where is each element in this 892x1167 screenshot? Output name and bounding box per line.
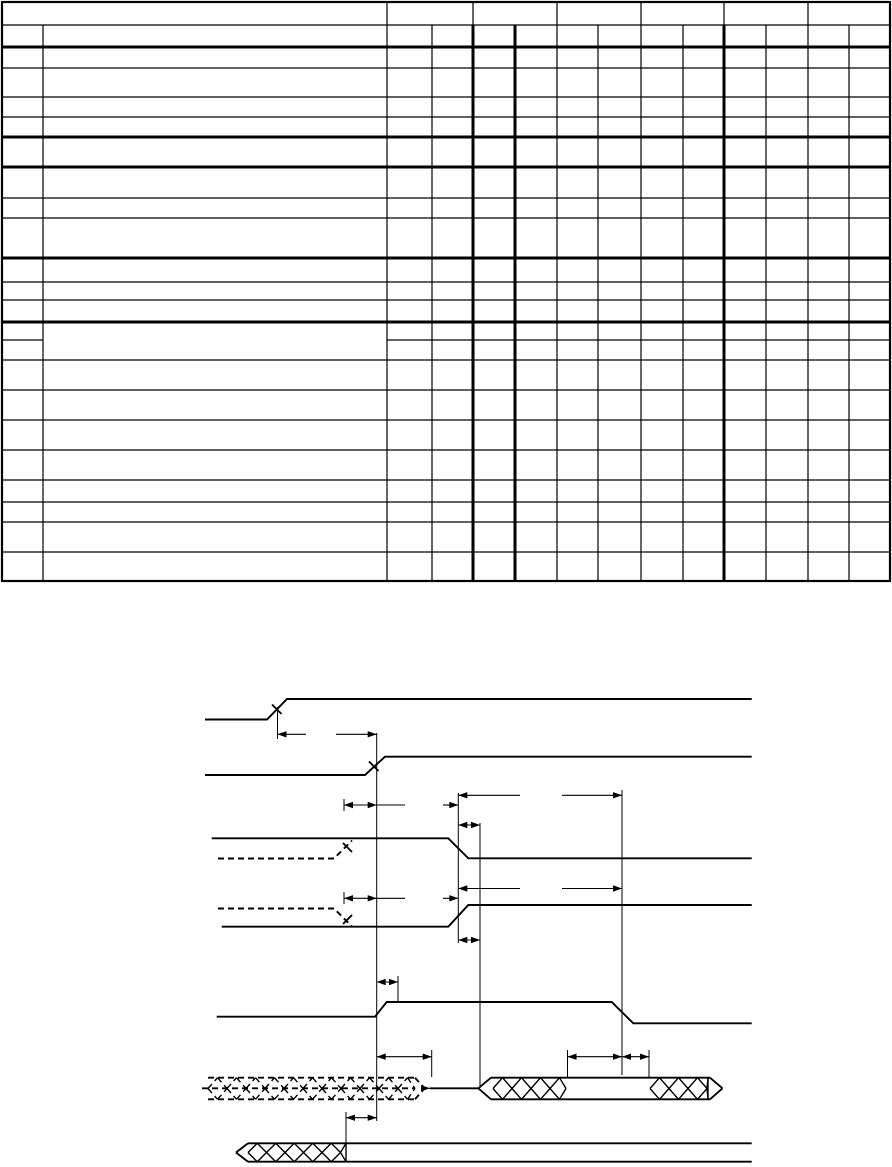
- bus-dq-hatch-dashed: [303, 1089, 313, 1100]
- dim-small-lower-a-arrowhead: [344, 895, 353, 901]
- waveform-5: [217, 1002, 752, 1023]
- bus2-hatch: [257, 1153, 266, 1162]
- bus-dq-hatch-dashed: [284, 1089, 294, 1100]
- bus2-hatch: [285, 1153, 294, 1162]
- bus2-hatch: [248, 1143, 257, 1152]
- bus-dq-hatch-dashed: [246, 1089, 256, 1100]
- bus-dq-close-b: [710, 1088, 723, 1099]
- bus-dq-close-dash-b: [415, 1088, 425, 1099]
- bus-dq-hatch-dashed: [265, 1089, 275, 1100]
- dim-bus-b-arrowhead: [568, 1054, 577, 1060]
- bus2-hatch: [313, 1153, 322, 1162]
- bus-dq-hatch-2: [660, 1089, 670, 1100]
- bus2-hatch: [285, 1143, 294, 1152]
- bus-dq-hatch-dashed: [322, 1078, 332, 1089]
- bus-dq-hatch-2: [669, 1089, 679, 1100]
- dim-hz-lower-arrowhead: [458, 937, 467, 943]
- bus-dq-hatch-1: [541, 1078, 551, 1089]
- bus-dq-hatch-dashed: [370, 1089, 380, 1100]
- dim-small-upper-a-arrowhead: [344, 802, 353, 808]
- bus-dq-hatch-dashed: [379, 1078, 389, 1089]
- bus-dq-hatch-dashed: [408, 1078, 416, 1089]
- table-outer-border: [2, 2, 890, 581]
- bus-dq-hatch-2: [698, 1089, 708, 1100]
- dim-long-lower-arrowhead: [613, 885, 622, 891]
- dim-long-lower-arrowhead: [458, 885, 467, 891]
- dim-bus-c-arrowhead: [622, 1054, 631, 1060]
- bus-dq-close-a: [710, 1078, 723, 1089]
- bus2-hatch: [267, 1153, 276, 1162]
- bus-dq-hatch-dashed: [341, 1089, 351, 1100]
- dim-hz-upper-arrowhead: [458, 822, 467, 828]
- bus-dq-hatch-dashed: [218, 1078, 228, 1089]
- bus-dq-hatch-1: [512, 1078, 522, 1089]
- dim-small-lower-a-arrowhead: [368, 895, 377, 901]
- bus2-open-a: [236, 1143, 248, 1152]
- dim-long-upper-arrowhead: [613, 792, 622, 798]
- bus-dq-hatch-2: [679, 1089, 689, 1100]
- bus2-hatch: [267, 1143, 276, 1152]
- dim-bus-b-arrowhead: [613, 1054, 622, 1060]
- dim-hz-lower-arrowhead: [471, 937, 480, 943]
- bus-dq-hatch-dashed: [398, 1089, 408, 1100]
- bus-dq-hatch-1: [541, 1089, 551, 1100]
- bus-dq-hatch-dashed: [389, 1089, 399, 1100]
- dim-small-lower-b-arrowhead: [449, 895, 458, 901]
- waveform-3: [212, 838, 752, 858]
- bus-dq-hatch-dashed: [351, 1078, 361, 1089]
- bus-dq-hatch-dashed: [227, 1089, 237, 1100]
- bus2-hatch: [294, 1143, 303, 1152]
- bus2-open-b: [236, 1153, 248, 1162]
- dim-cycle-arrowhead: [368, 731, 377, 737]
- bus-dq-hatch-1: [503, 1089, 513, 1100]
- bus-dq-hatch-1: [522, 1078, 532, 1089]
- bus-dq-hatch-dashed: [398, 1078, 408, 1089]
- bus-dq-hatch-1: [512, 1089, 522, 1100]
- bus-dq-hatch-dashed: [256, 1089, 266, 1100]
- bus-dq-hatch-dashed: [208, 1089, 218, 1100]
- bus-dq-hatch-dashed: [332, 1078, 342, 1089]
- bus-dq-hatch-1: [503, 1078, 513, 1089]
- bus-dq-hatch-1: [550, 1089, 560, 1100]
- bus-dq-hatch-dashed: [237, 1078, 247, 1089]
- bus-dq-hatch-1: [560, 1078, 567, 1089]
- bus-dq-hatch-2: [650, 1078, 660, 1089]
- dim-s5-rise-arrowhead: [389, 979, 398, 985]
- waveform-4-dashed: [218, 909, 352, 927]
- bus-dq-hatch-2: [688, 1078, 698, 1089]
- bus-dq-hatch-dashed: [313, 1089, 323, 1100]
- bus2-hatch: [304, 1153, 313, 1162]
- dim-s5-rise-arrowhead: [377, 979, 386, 985]
- bus-dq-hatch-dashed: [360, 1089, 370, 1100]
- bus-dq-hatch-2: [669, 1078, 679, 1089]
- bus-dq-hatch-dashed: [332, 1089, 342, 1100]
- bus2-hatch: [276, 1143, 285, 1152]
- bus-dq-hatch-1: [493, 1078, 503, 1089]
- timing-diagram: [202, 699, 752, 1162]
- bus-dq-hatch-1: [493, 1089, 503, 1100]
- bus-dq-hatch-2: [698, 1078, 708, 1089]
- bus-dq-hatch-1: [522, 1089, 532, 1100]
- bus2-hatch: [322, 1143, 331, 1152]
- bus-dq-hatch-2: [688, 1089, 698, 1100]
- bus-dq-hatch-dashed: [227, 1078, 237, 1089]
- bus-dq-hatch-1: [531, 1089, 541, 1100]
- bus-dq-hatch-dashed: [379, 1089, 389, 1100]
- dim-bus-a-arrowhead: [377, 1054, 386, 1060]
- bus-dq-hatch-2: [660, 1078, 670, 1089]
- bus-dq-hatch-dashed: [360, 1078, 370, 1089]
- bus2-hatch: [331, 1153, 340, 1162]
- bus-dq-close-dash-a: [415, 1078, 425, 1089]
- bus2-hatch: [304, 1143, 313, 1152]
- bus-dq-hatch-dashed: [322, 1089, 332, 1100]
- bus2-hatch: [322, 1153, 331, 1162]
- bus-dq-hatch-dashed: [208, 1078, 218, 1089]
- bus-dq-hatch-dashed: [341, 1078, 351, 1089]
- bus-dq-hatch-dashed: [294, 1089, 304, 1100]
- dim-small-upper-b-arrowhead: [449, 802, 458, 808]
- dim-hz-upper-arrowhead: [471, 822, 480, 828]
- bus2-hatch: [248, 1153, 257, 1162]
- bus-dq-hatch-dashed: [237, 1089, 247, 1100]
- waveform-1: [205, 699, 752, 720]
- dim-bus-a-arrowhead: [423, 1054, 432, 1060]
- bus2-hatch: [313, 1143, 322, 1152]
- spec-table-grid: [2, 2, 890, 581]
- waveform-2: [205, 757, 752, 775]
- bus-dq-hatch-dashed: [265, 1078, 275, 1089]
- bus-dq-hatch-1: [531, 1078, 541, 1089]
- bus-dq-hatch-2: [650, 1089, 660, 1100]
- bus-dq-hatch-dashed: [275, 1089, 285, 1100]
- dim-small-upper-a-arrowhead: [368, 802, 377, 808]
- waveform-3-dashed: [218, 841, 352, 859]
- dim-cycle-arrowhead: [278, 731, 287, 737]
- bus2-hatch: [341, 1153, 347, 1162]
- bus-dq-hatch-dashed: [294, 1078, 304, 1089]
- dim-bus2-arrowhead: [346, 1115, 355, 1121]
- bus-dq-hatch-dashed: [218, 1089, 228, 1100]
- dim-bus2-arrowhead: [368, 1115, 377, 1121]
- bus2-hatch: [341, 1143, 347, 1152]
- bus-dq-hatch-dashed: [351, 1089, 361, 1100]
- bus-dq-hatch-dashed: [370, 1078, 380, 1089]
- bus-dq-hatch-2: [679, 1078, 689, 1089]
- dim-long-upper-arrowhead: [458, 792, 467, 798]
- bus-dq-hatch-dashed: [256, 1078, 266, 1089]
- bus-dq-open-b: [478, 1088, 491, 1099]
- bus-dq-hatch-1: [550, 1078, 560, 1089]
- bus2-hatch: [257, 1143, 266, 1152]
- bus-dq-hatch-dashed: [303, 1078, 313, 1089]
- bus-dq-hatch-dashed: [408, 1089, 416, 1100]
- bus-dq-hatch-1: [560, 1089, 567, 1100]
- bus-dq-hatch-dashed: [284, 1078, 294, 1089]
- bus-dq-hatch-dashed: [313, 1078, 323, 1089]
- bus2-hatch: [294, 1153, 303, 1162]
- bus2-hatch: [276, 1153, 285, 1162]
- dim-bus-c-arrowhead: [640, 1054, 649, 1060]
- bus-dq-hatch-dashed: [389, 1078, 399, 1089]
- bus2-hatch: [331, 1143, 340, 1152]
- bus-dq-hatch-dashed: [275, 1078, 285, 1089]
- bus-dq-hatch-dashed: [246, 1078, 256, 1089]
